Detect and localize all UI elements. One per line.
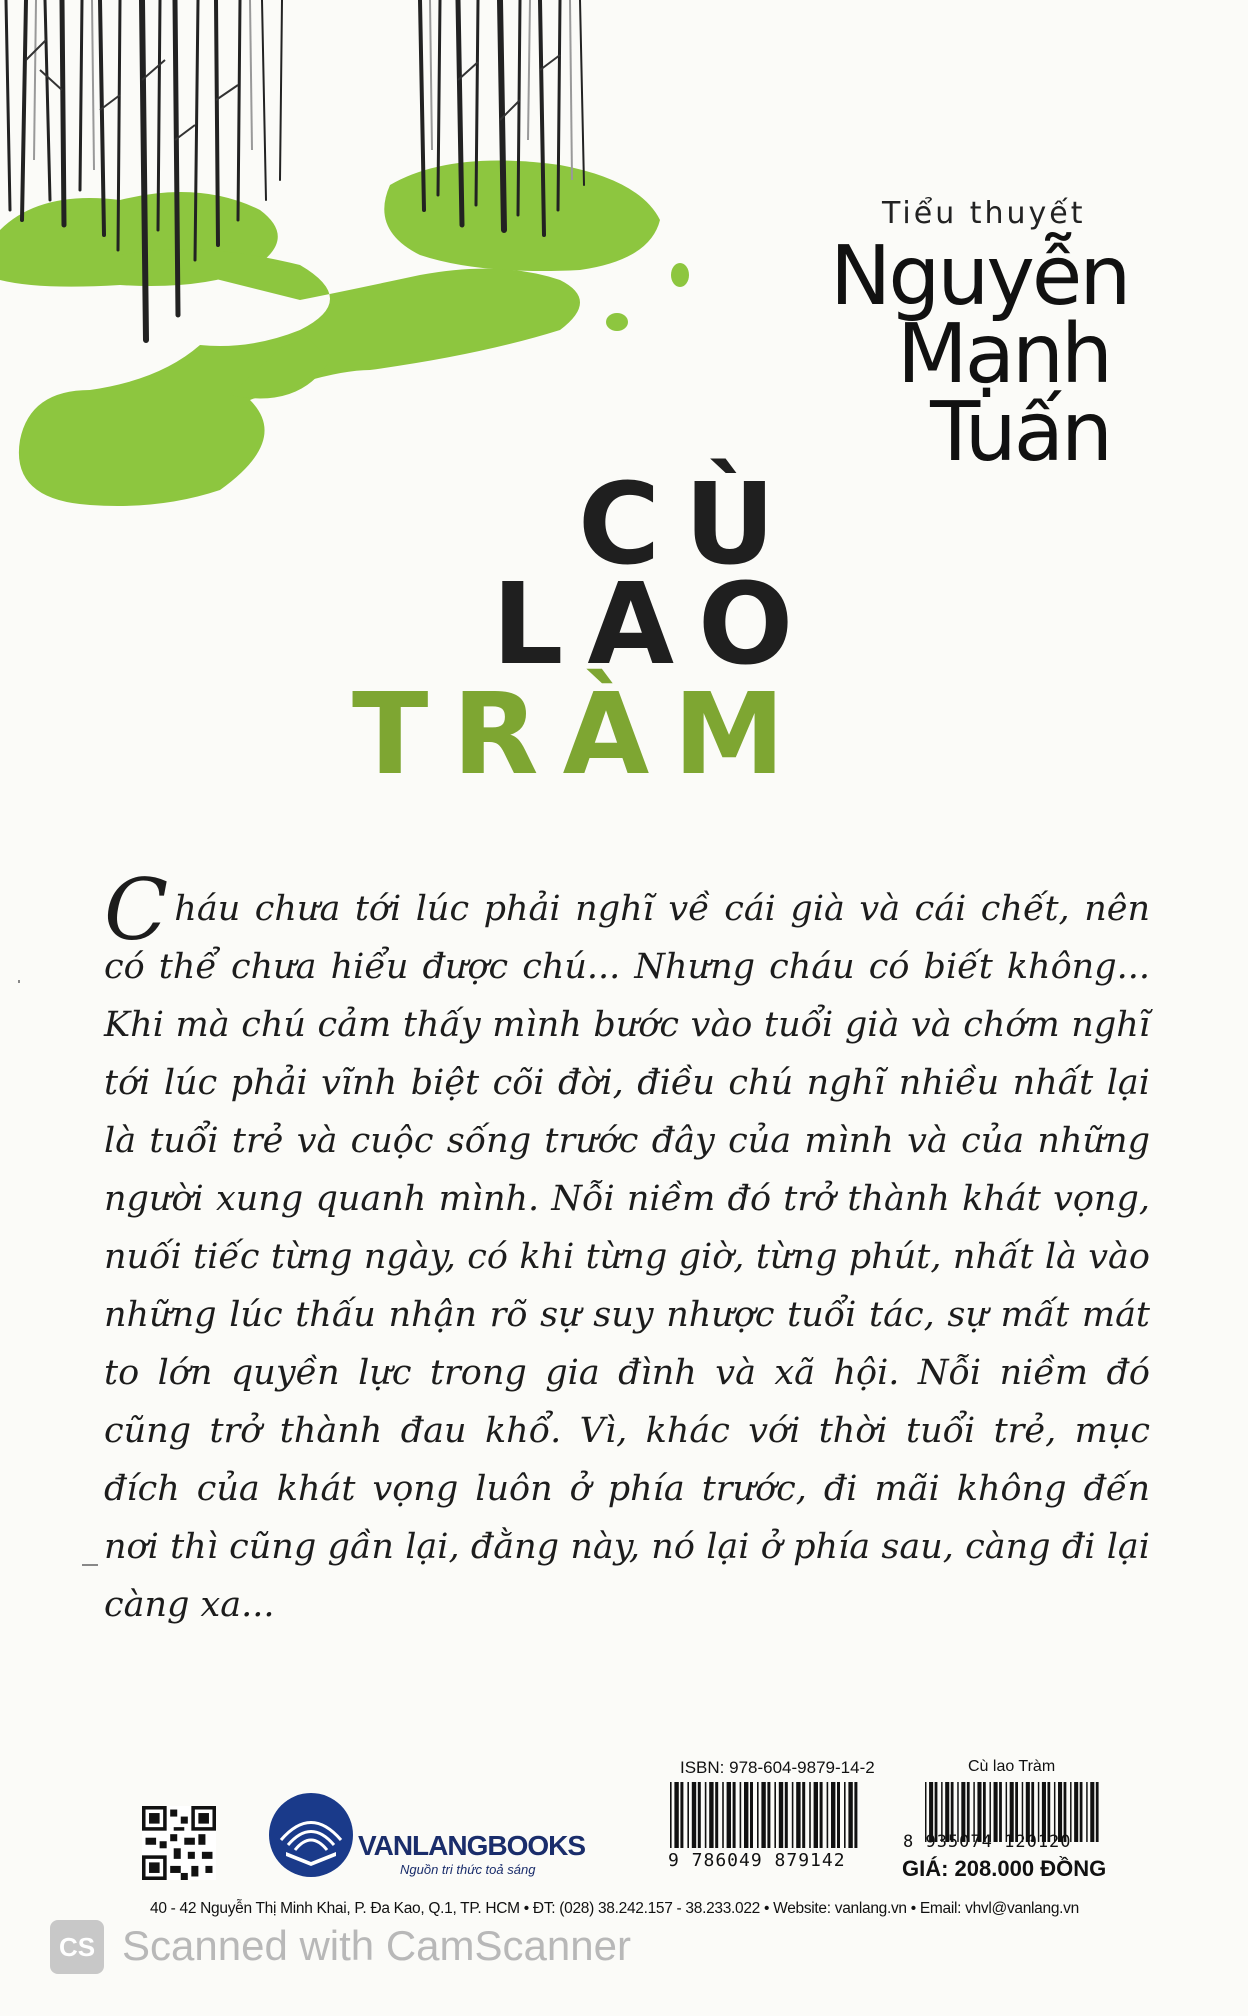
scan-speck — [82, 1564, 98, 1566]
barcode-bar — [796, 1782, 800, 1848]
barcode-bar — [844, 1782, 846, 1848]
publisher-brand: VANLANGBOOKS — [358, 1830, 586, 1861]
barcode-bar — [692, 1782, 696, 1848]
barcode-bar — [831, 1782, 835, 1848]
barcode-bar — [774, 1782, 776, 1848]
barcode-bar — [837, 1782, 840, 1848]
barcode-bar — [674, 1782, 678, 1848]
barcode-bar — [1096, 1782, 1099, 1842]
barcode-bar — [698, 1782, 701, 1848]
barcode-bar — [687, 1782, 689, 1848]
barcode-bar — [750, 1782, 753, 1848]
barcode-bar — [715, 1782, 718, 1848]
book-title-line-2: LAO — [492, 560, 818, 690]
camscanner-badge: CS — [50, 1920, 104, 1974]
author-line-1: Nguyễn — [830, 229, 1129, 324]
book-title-line-1: CÙ — [578, 460, 800, 590]
barcode-bar — [680, 1782, 683, 1848]
barcode-bar — [733, 1782, 736, 1848]
isbn-barcode — [670, 1782, 860, 1848]
back-cover-blurb — [104, 861, 1150, 1634]
barcode-bar — [848, 1782, 852, 1848]
barcode-bar — [1086, 1782, 1087, 1842]
camscanner-watermark: Scanned with CamScanner — [122, 1922, 631, 1969]
barcode-bar — [761, 1782, 765, 1848]
barcode-bar — [1080, 1782, 1083, 1842]
ean-barcode-digits: 8 935074 120120 — [903, 1832, 1072, 1852]
barcode-bar — [705, 1782, 707, 1848]
book-title-line-3: TRÀM — [352, 670, 809, 800]
barcode-bar — [814, 1782, 818, 1848]
isbn-label: ISBN: 978-604-9879-14-2 — [680, 1758, 875, 1777]
scan-speck — [18, 980, 20, 983]
price-label: GIÁ: 208.000 ĐỒNG — [902, 1856, 1107, 1881]
genre-label: Tiểu thuyết — [882, 196, 1086, 231]
author-name — [830, 229, 1129, 480]
publisher-contact: 40 - 42 Nguyễn Thị Minh Khai, P. Đa Kao, Q.1, TP. HCM • ĐT: (028) 38.242.157 - 38.233.022 • Website: vanlang.vn • Email: vhvl@vanlang.vn — [150, 1900, 1079, 1917]
book-tag: Cù lao Tràm — [968, 1758, 1056, 1775]
barcode-bar — [757, 1782, 759, 1848]
barcode-bar — [854, 1782, 857, 1848]
barcode-bar — [670, 1782, 672, 1848]
author-line-3: Tuấn — [930, 385, 1110, 480]
barcode-bar — [802, 1782, 805, 1848]
vanlang-logo-icon — [266, 1790, 356, 1880]
blurb-dropcap: C — [104, 861, 169, 959]
barcode-bar — [709, 1782, 713, 1848]
barcode-bar — [722, 1782, 724, 1848]
barcode-bar — [827, 1782, 829, 1848]
barcode-bar — [779, 1782, 783, 1848]
barcode-bar — [820, 1782, 823, 1848]
barcode-bar — [740, 1782, 742, 1848]
barcode-bar — [809, 1782, 811, 1848]
author-line-2: Mạnh — [897, 307, 1110, 402]
barcode-bar — [727, 1782, 731, 1848]
isbn-barcode-digits: 9 786049 879142 — [668, 1850, 846, 1871]
blurb-text: háu chưa tới lúc phải nghĩ về cái già và cái chết, nên có thể chưa hiểu được chú... Nhưng cháu có biết không... Khi mà chú cảm thấy mình bước vào tuổi già và chớm nghĩ tới lúc phải vĩnh biệt cõi đời, điều chú nghĩ nhiều nhất lại là tuổi trẻ và cuộc sống trước đây của mình và của những người xung quanh mình. Nỗi niềm đó trở thành khát vọng, nuối tiếc từng ngày, có khi từng giờ, từng phút, nhất là vào những lúc thấu nhận rõ sự suy nhược tuổi tác, sự mất mát to lớn quyền lực trong gia đình và xã hội. Nỗi niềm đó cũng trở thành đau khổ. Vì, khác với thời tuổi trẻ, mục đích của khát vọng luôn ở phía trước, đi mãi không đến nơi thì cũng gần lại, đằng này, nó lại ở phía sau, càng đi lại càng xa... — [104, 889, 1150, 1625]
barcode-bar — [744, 1782, 748, 1848]
barcode-bar — [1074, 1782, 1078, 1842]
barcode-bar — [792, 1782, 794, 1848]
barcode-bar — [767, 1782, 770, 1848]
barcode-bar — [1090, 1782, 1094, 1842]
publisher-slogan: Nguồn tri thức toả sáng — [400, 1862, 536, 1877]
qr-code-icon — [142, 1806, 216, 1880]
barcode-bar — [785, 1782, 788, 1848]
